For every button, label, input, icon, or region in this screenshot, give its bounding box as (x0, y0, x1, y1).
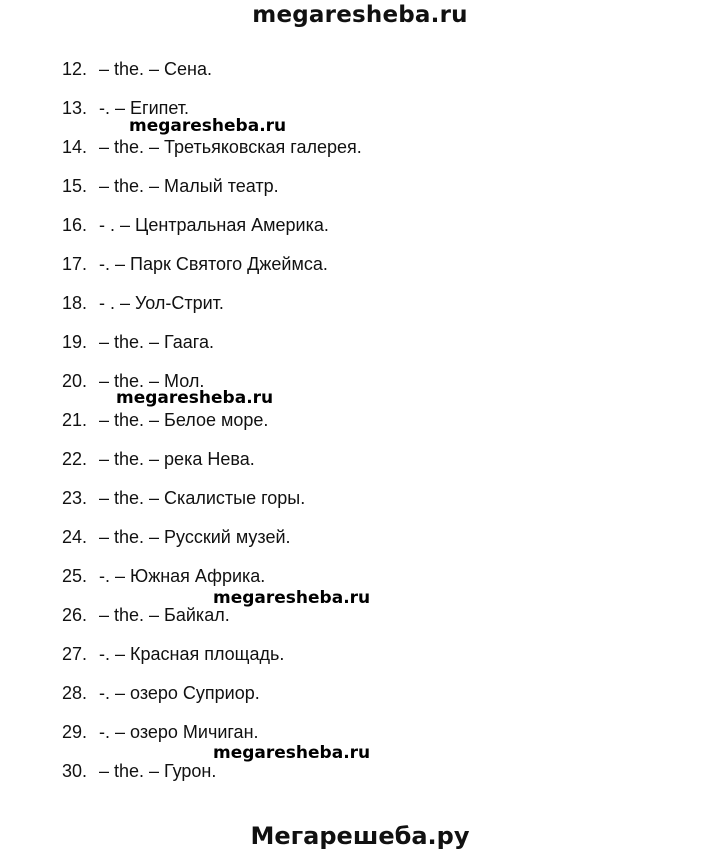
watermark: megaresheba.ru (213, 588, 371, 608)
answer-number: 16. (62, 215, 88, 235)
answer-row (62, 328, 362, 367)
answer-list (62, 55, 362, 796)
answer-number: 27. (62, 644, 88, 664)
answer-row (62, 445, 362, 484)
answer-row (62, 172, 362, 211)
answer-row (62, 406, 362, 445)
answer-text: -. – Египет. (99, 98, 190, 118)
watermark: megaresheba.ru (116, 388, 274, 408)
answer-text: – the. – Русский музей. (99, 527, 291, 547)
answer-text: -. – озеро Суприор. (99, 683, 260, 703)
answer-number: 28. (62, 683, 88, 703)
answer-text: -. – Красная площадь. (99, 644, 285, 664)
answer-row (62, 211, 362, 250)
answer-text: -. – озеро Мичиган. (99, 722, 259, 742)
answer-row (62, 250, 362, 289)
answer-number: 20. (62, 371, 88, 391)
answer-number: 22. (62, 449, 88, 469)
site-header: megaresheba.ru (252, 2, 468, 28)
answer-text: – the. – Малый театр. (99, 176, 279, 196)
answer-number: 17. (62, 254, 88, 274)
answer-number: 14. (62, 137, 88, 157)
answer-text: – the. – Скалистые горы. (99, 488, 306, 508)
answer-text: – the. – Гаага. (99, 332, 214, 352)
answer-row (62, 55, 362, 94)
answer-number: 18. (62, 293, 88, 313)
watermark: megaresheba.ru (213, 743, 371, 763)
answer-number: 13. (62, 98, 88, 118)
answer-number: 29. (62, 722, 88, 742)
answer-number: 12. (62, 59, 88, 79)
answer-text: – the. – река Нева. (99, 449, 255, 469)
answer-text: -. – Парк Святого Джеймса. (99, 254, 328, 274)
answer-number: 30. (62, 761, 88, 781)
answer-row (62, 523, 362, 562)
answer-text: – the. – Мол. (99, 371, 205, 391)
answer-number: 23. (62, 488, 88, 508)
answer-text: – the. – Сена. (99, 59, 213, 79)
answer-row (62, 133, 362, 172)
answer-text: – the. – Гурон. (99, 761, 217, 781)
answer-row (62, 484, 362, 523)
answer-text: – the. – Третьяковская галерея. (99, 137, 362, 157)
answer-row (62, 679, 362, 718)
site-footer: Мегарешеба.ру (250, 822, 470, 850)
answer-number: 19. (62, 332, 88, 352)
answer-text: - . – Центральная Америка. (99, 215, 329, 235)
answer-text: – the. – Байкал. (99, 605, 230, 625)
answer-text: - . – Уол-Стрит. (99, 293, 224, 313)
watermark: megaresheba.ru (129, 116, 287, 136)
answer-text: -. – Южная Африка. (99, 566, 266, 586)
answer-number: 21. (62, 410, 88, 430)
answer-number: 24. (62, 527, 88, 547)
answer-text: – the. – Белое море. (99, 410, 269, 430)
answer-row (62, 289, 362, 328)
answer-number: 26. (62, 605, 88, 625)
answer-number: 15. (62, 176, 88, 196)
answer-row (62, 640, 362, 679)
answer-number: 25. (62, 566, 88, 586)
